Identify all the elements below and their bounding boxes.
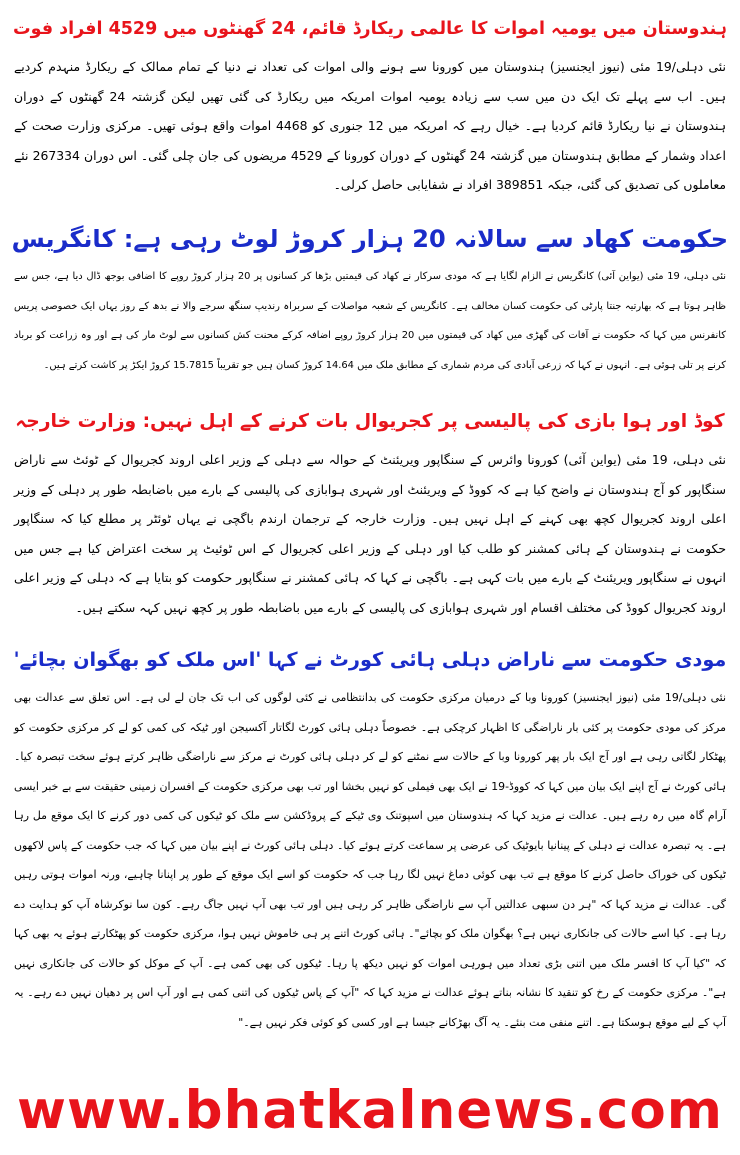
article-fertilizer-congress: [12, 216, 728, 383]
article-india-death-record: [12, 6, 728, 202]
article-body: نئی دہلی، 19 مئی (یواین آئی) کورونا وائرس کے سنگاپور ویریئنٹ کے حوالہ سے دہلی کے وزیر اعلی اروند کجریوال کے ٹوئٹ سے ناراض سنگاپور کو آج ہندوستان نے واضح کیا ہے کہ کووڈ کے ویریئنٹ اور شہری ہوابازی کی پالیسی کے بارے میں باضابطہ طور پر دہلی کے وزیر اعلی اروند کجریوال کچھ بھی کہنے کے اہل نہیں ہیں۔ وزارت خارجہ کے ترجمان ارندم باگچی نے یہاں ٹوئٹر پر مطلع کیا کہ سنگاپور حکومت نے ہندوستان کے ہائی کمشنر کو طلب کیا اور دہلی کے وزیر اعلی کجریوال کے اس ٹوئیٹ پر سخت اعتراض کیا ہے جس میں انہوں نے سنگاپور ویریئنٹ کے بارے میں بات کہی ہے۔ باگچی نے کہا کہ ہائی کمشنر نے سنگاپور حکومت کو بتایا ہے کہ دہلی کے وزیر اعلی اروند کجریوال کووڈ کی مختلف اقسام اور شہری ہوابازی کی پالیسی کے بارے میں باضابطہ طور پر کچھ نہیں کہہ سکتے ہیں۔: [14, 452, 726, 615]
site-footer: [0, 1068, 740, 1153]
article-headline: ہندوستان میں یومیہ اموات کا عالمی ریکارڈ قائم، 24 گھنٹوں میں 4529 افراد فوت: [13, 19, 727, 39]
site-url-banner: www.bhatkalnews.com: [17, 1080, 723, 1141]
article-body: نئی دہلی/19 مئی (نیوز ایجنسیز) ہندوستان میں کورونا سے ہونے والی اموات کی تعداد نے دنیا کے تمام ممالک کے ریکارڈ منہدم کردیے ہیں۔ اب سے پہلے تک ایک دن میں سب سے زیادہ یومیہ اموات امریکہ میں ریکارڈ کی گئی تھیں لیکن گزشتہ 24 گھنٹوں کے دوران ہندوستان نے نیا ریکارڈ قائم کردیا ہے۔ خیال رہے کہ امریکہ میں 12 جنوری کو 4468 اموات واقع ہوئی تھیں۔ مرکزی وزارت صحت کے اعداد وشمار کے مطابق ہندوستان میں گزشتہ 24 گھنٹوں کے دوران کورونا کے 4529 مریضوں کی جان چلی گئی۔ اس دوران 267334 نئے معاملوں کی تصدیق کی گئی، جبکہ 389851 افراد نے شفایابی حاصل کرلی۔: [14, 59, 727, 192]
article-body: نئی دہلی، 19 مئی (یواین آئی) کانگریس نے الزام لگایا ہے کہ مودی سرکار نے کھاد کی قیمتیں بڑھا کر کسانوں پر 20 ہزار کروڑ روپے کا اضافی بوجھ ڈال دیا ہے، جس سے ظاہر ہوتا ہے کہ بھارتیہ جنتا پارٹی کی حکومت کسان مخالف ہے۔ کانگریس کے شعبہ مواصلات کے سربراہ رندیپ سنگھ سرجے والا نے بدھ کے روز یہاں ایک خصوصی پریس کانفرنس میں کہا کہ حکومت نے آفات کی گھڑی میں کھاد کی قیمتوں میں 20 ہزار کروڑ روپے اضافہ کرکے محنت کش کسانوں سے لوٹ مار کی ہے اور وہ زراعت کو برباد کرنے پر تلی ہوئی ہے۔ انہوں نے کہا کہ زرعی آبادی کی مردم شماری کے مطابق ملک میں 14.64 کروڑ کسان ہیں جو تقریباً 15.7815 کروڑ ایکڑ پر کاشت کرتے ہیں۔: [14, 271, 727, 371]
article-delhi-high-court: [12, 637, 728, 1048]
article-kejriwal-mea: [12, 399, 728, 625]
article-body: نئی دہلی/19 مئی (نیوز ایجنسیز) کورونا وبا کے درمیان مرکزی حکومت کی بدانتظامی نے کئی لوگوں کی اب تک جان لے لی ہے۔ اس تعلق سے عدالت بھی مرکز کی مودی حکومت پر کئی بار ناراضگی کا اظہار کرچکی ہے۔ خصوصاً دہلی ہائی کورٹ لگاتار آکسیجن اور ٹیکہ کی کمی کو لے کر مرکزی حکومت کو پھٹکار لگاتی رہی ہے اور آج ایک بار پھر کورونا وبا کے حالات سے نمٹنے کو لے کر دہلی ہائی کورٹ نے مرکز سے ناراضگی ظاہر کرتے ہوئے سخت تبصرہ کیا۔ ہائی کورٹ نے آج اپنے ایک بیان میں کہا کہ کووڈ-19 نے ایک بھی فیملی کو نہیں بخشا اور تب بھی مرکزی حکومت کے افسران زمینی حقیقت سے بے خبر ایسی آرام گاہ میں رہ رہے ہیں۔ عدالت نے مزید کہا کہ ہندوستان میں اسپوتنک وی ٹیکے کے پروڈکشن سے ملک کو ٹیکوں کی کمی دور کرنے کا ایک موقع مل رہا ہے۔ یہ تبصرہ عدالت نے دہلی کے پینانیا بایوٹیک کی عرضی پر سماعت کرتے ہوئے کیا۔ دہلی ہائی کورٹ نے اپنے بیان میں کہا کہ جب حکومت کے پاس لاکھوں ٹیکوں کی خوراک حاصل کرنے کا موقع ہے تب بھی کوئی دماغ نہیں لگا رہا جب کہ حکومت کو اسے ایک موقع کے طور پر اپنانا چاہیے، ورنہ اموات ہوتی رہیں گی۔ عدالت نے مزید کہا کہ "ہر دن سبھی عدالتیں آپ سے ناراضگی ظاہر کر رہی ہیں اور تب بھی آپ نہیں جاگ رہے۔ کون سا نوکرشاہ آپ کو ہدایت دے رہا ہے۔ کیا اسے حالات کی جانکاری نہیں ہے؟ بھگوان ملک کو بچائے"۔ ہائی کورٹ اتنے پر ہی خاموش نہیں ہوا، مرکزی حکومت کو پھٹکارتے ہوئے یہ بھی کہا کہ "کیا آپ کا افسر ملک میں اتنی بڑی تعداد میں ہورہی اموات کو نہیں دیکھ پا رہا۔ ٹیکوں کی بھی کمی ہے۔ آپ کے موکل کو حالات کی جانکاری نہیں ہے"۔ مرکزی حکومت کے رخ کو تنقید کا نشانہ بناتے ہوئے عدالت نے مزید کہا کہ "آپ کے پاس ٹیکوں کی اتنی کمی ہے اور آپ اس پر دھیان نہیں دے رہے۔ یہ آپ کے لیے موقع ہوسکتا ہے۔ اتنے منفی مت بنئے۔ یہ آگ بھڑکانے جیسا ہے اور کسی کو کوئی فکر نہیں ہے۔": [14, 691, 726, 1029]
article-headline: مودی حکومت سے ناراض دہلی ہائی کورٹ نے کہا 'اس ملک کو بھگوان بچائے': [13, 648, 727, 671]
article-headline: حکومت کھاد سے سالانہ 20 ہزار کروڑ لوٹ رہی ہے: کانگریس: [12, 225, 728, 253]
article-headline: کوڈ اور ہوا بازی کی پالیسی پر کجریوال بات کرنے کے اہل نہیں: وزارت خارجہ: [15, 411, 725, 432]
